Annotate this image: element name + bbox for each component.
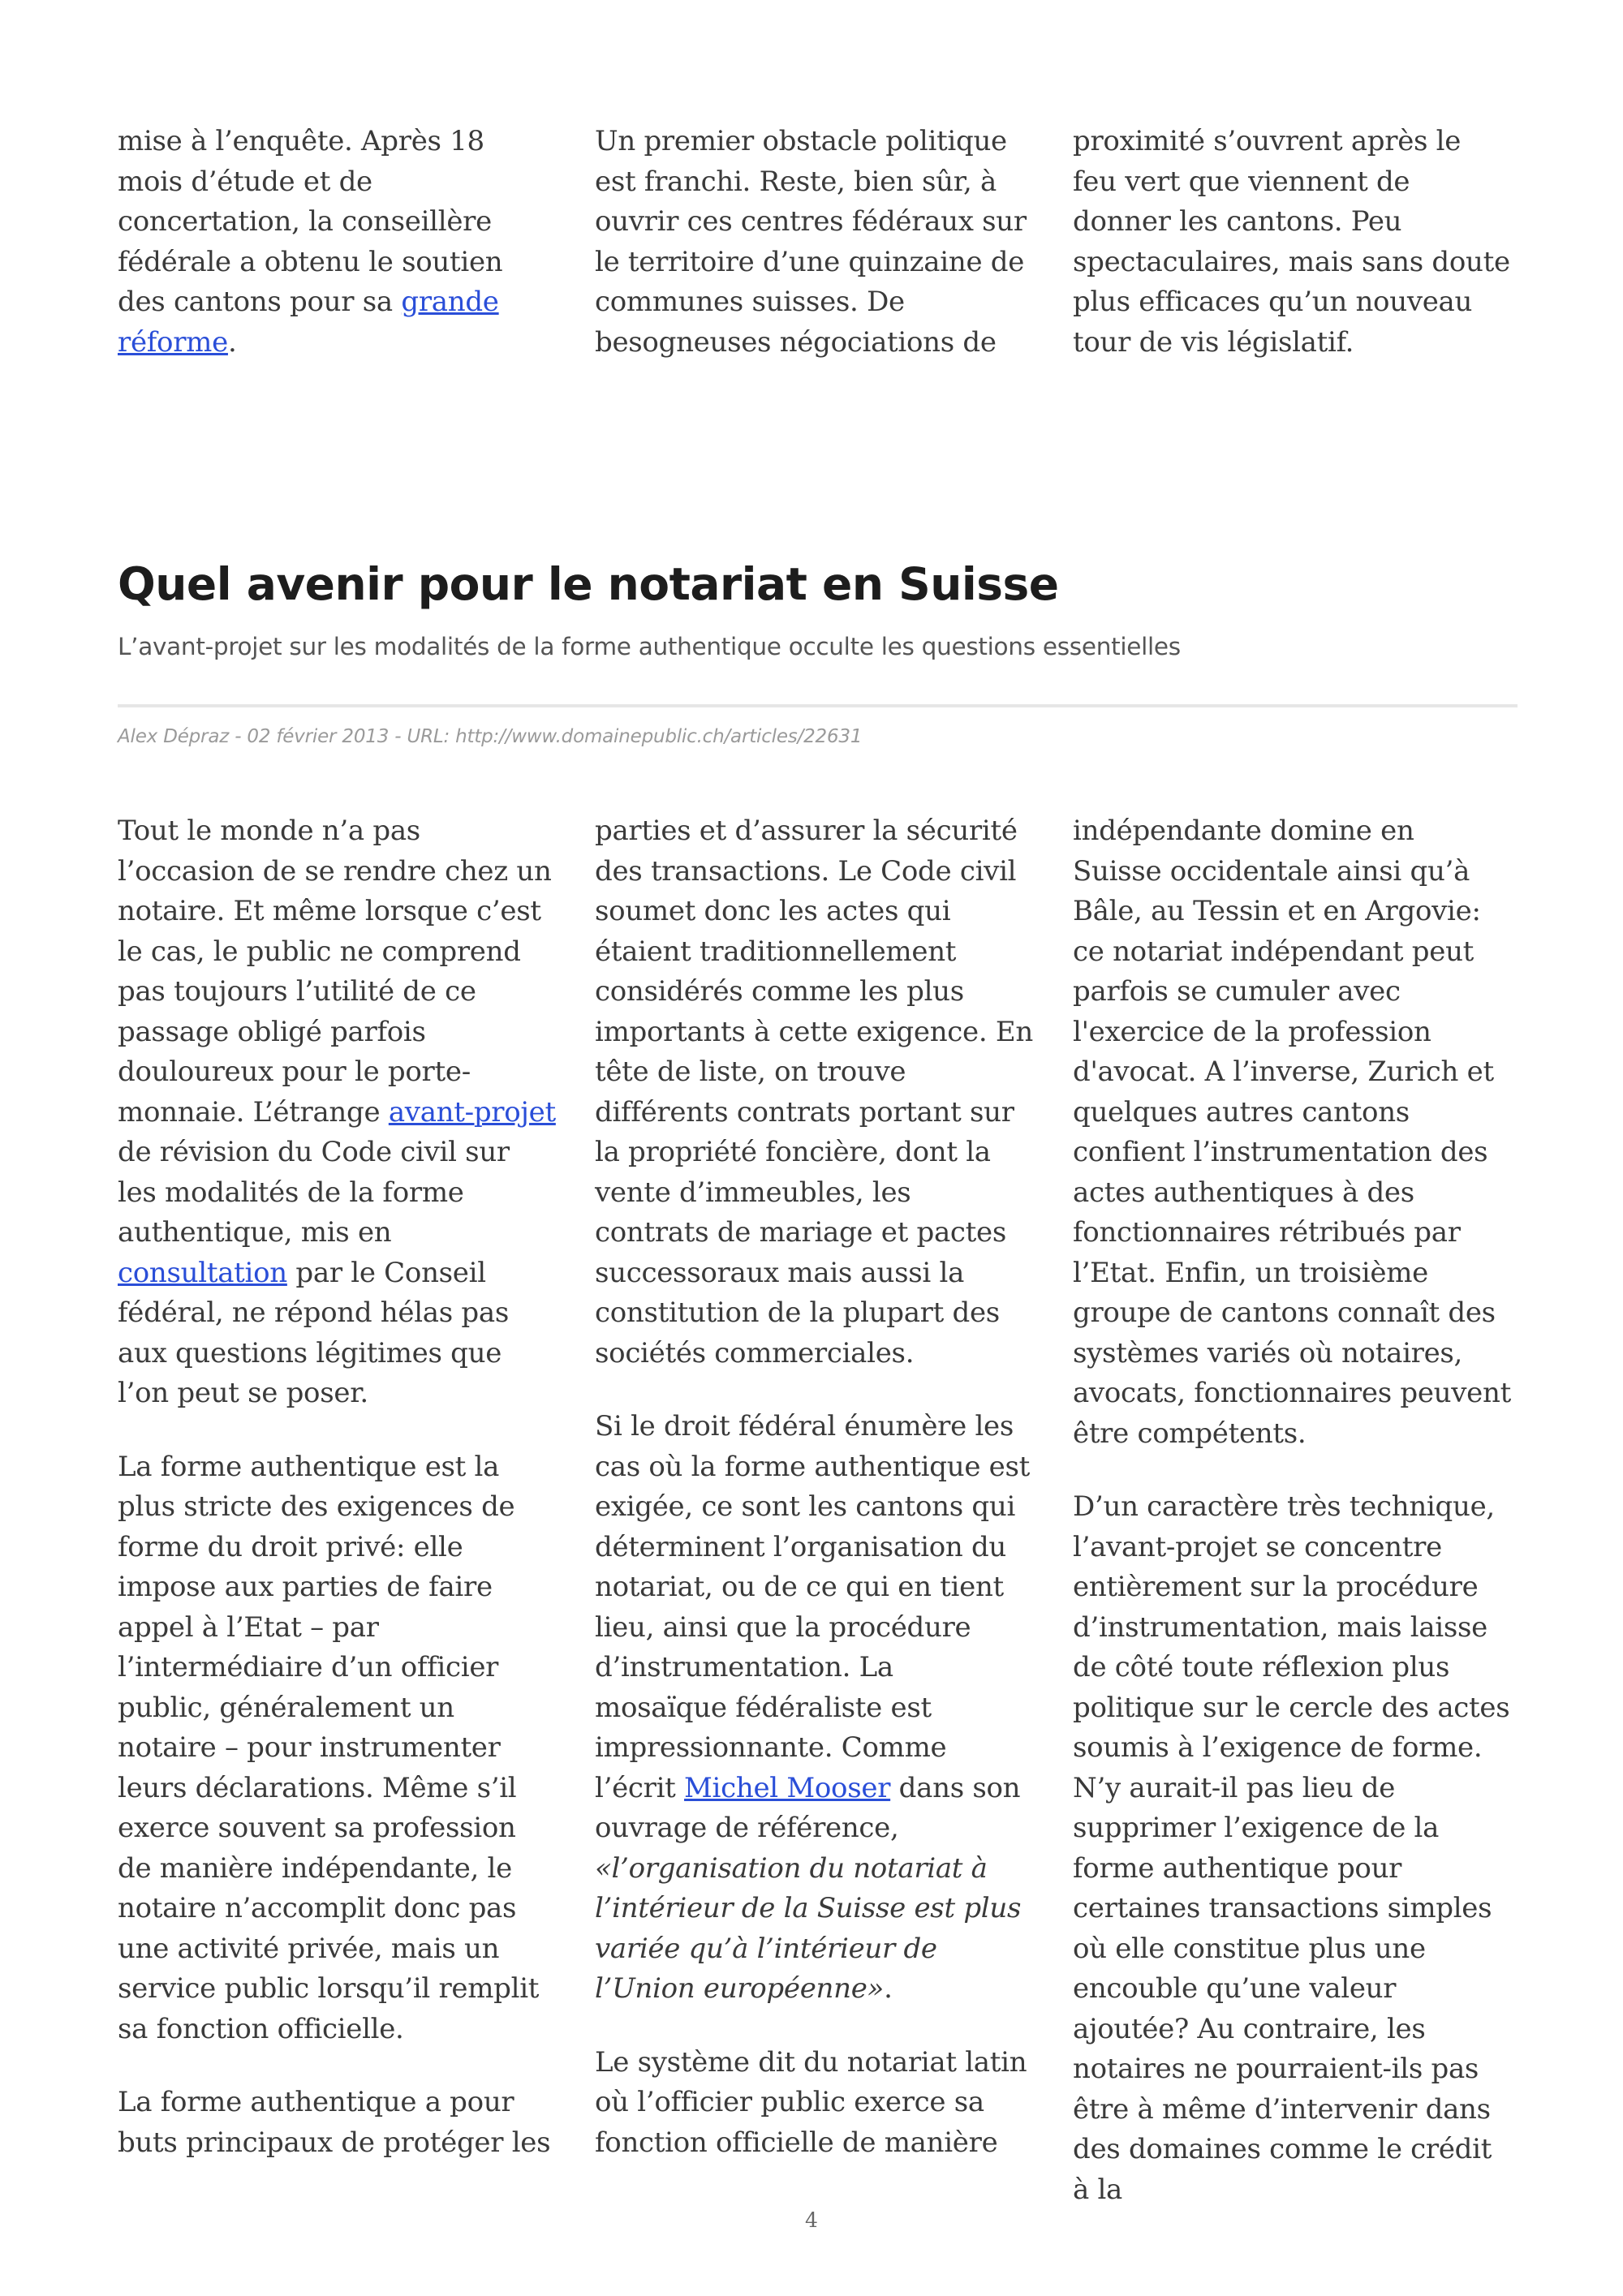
prev-article-paragraph: Un premier obstacle politique est franchi. Reste, bien sûr, à ouvrir ces centres fédéraux sur le territoire d’une quinzaine de communes suisses. De besogneuses négociations de — [595, 125, 1027, 359]
article-paragraph: indépendante domine en Suisse occidentale ainsi qu’à Bâle, au Tessin et en Argovie: ce notariat indépendant peut parfois se cumuler avec l'exercice de la profession d'avocat. A l’inverse, Zurich et quelques autres cantons confient l’instrumentation des actes authentiques à des fonctionnaires rétribués par l’Etat. Enfin, un troisième groupe de cantons connaît des systèmes variés où notaires, avocats, fonctionnaires peuvent être compétents. — [1073, 815, 1511, 1450]
quotation: «l’organisation du notariat à l’intérieur de la Suisse est plus variée qu’à l’intérieur de l’Union européenne» — [595, 1851, 1022, 2005]
article-paragraph: La forme authentique est la plus stricte des exigences de forme du droit privé: elle impose aux parties de faire appel à l’Etat – par l’intermédiaire d’un officier public, généralement un notaire – pour instrumenter leurs déclarations. Même s’il exerce souvent sa profession de manière indépendante, le notaire n’accomplit donc pas une activité privée, mais un service public lorsqu’il remplit sa fonction officielle. — [118, 1450, 540, 2045]
article-column-3 — [1073, 811, 1511, 2210]
consultation-link[interactable]: consultation — [118, 1256, 287, 1289]
prev-article-paragraph: proximité s’ouvrent après le feu vert que viennent de donner les cantons. Peu spectaculaires, mais sans doute plus efficaces qu’un nouveau tour de vis législatif. — [1073, 125, 1510, 359]
header-divider — [118, 704, 1518, 707]
article-meta: Alex Dépraz - 02 février 2013 - URL: http://www.domainepublic.ch/articles/22631 — [118, 726, 863, 747]
prev-article-column-3 — [1073, 122, 1511, 363]
grande-reforme-link[interactable]: grande réforme — [118, 286, 499, 359]
article-column-1 — [118, 811, 556, 2163]
avant-projet-link[interactable]: avant-projet — [388, 1095, 556, 1129]
article-paragraph: La forme authentique a pour buts principaux de protéger les — [118, 2086, 551, 2159]
article-paragraph: Tout le monde n’a pas l’occasion de se rendre chez un notaire. Et même lorsque c’est le cas, le public ne comprend pas toujours l’utilité de ce passage obligé parfois douloureux pour le porte-monnaie. L’étrange avant-projet de révision du Code civil sur les modalités de la forme authentique, mis en consultation par le Conseil fédéral, ne répond hélas pas aux questions légitimes que l’on peut se poser. — [118, 815, 556, 1409]
prev-article-paragraph: mise à l’enquête. Après 18 mois d’étude et de concertation, la conseillère fédérale a obtenu le soutien des cantons pour sa grande réforme. — [118, 125, 503, 359]
article-paragraph: D’un caractère très technique, l’avant-projet se concentre entièrement sur la procédure d’instrumentation, mais laisse de côté toute réflexion plus politique sur le cercle des actes soumis à l’exigence de forme. N’y aurait-il pas lieu de supprimer l’exigence de la forme authentique pour certaines transactions simples où elle constitue plus une encouble qu’une valeur ajoutée? Au contraire, les notaires ne pourraient-ils pas être à même d’intervenir dans des domaines comme le crédit à la — [1073, 1490, 1510, 2206]
michel-mooser-link[interactable]: Michel Mooser — [684, 1771, 891, 1804]
prev-article-column-2 — [595, 122, 1033, 363]
prev-article-column-1 — [118, 122, 556, 363]
article-paragraph: parties et d’assurer la sécurité des transactions. Le Code civil soumet donc les actes qui étaient traditionnellement considérés comme les plus importants à cette exigence. En tête de liste, on trouve différents contrats portant sur la propriété foncière, dont la vente d’immeubles, les contrats de mariage et pactes successoraux mais aussi la constitution de la plupart des sociétés commerciales. — [595, 815, 1033, 1369]
article-paragraph: Si le droit fédéral énumère les cas où la forme authentique est exigée, ce sont les cantons qui déterminent l’organisation du notariat, ou de ce qui en tient lieu, ainsi que la procédure d’instrumentation. La mosaïque fédéraliste est impressionnante. Comme l’écrit Michel Mooser dans son ouvrage de référence, «l’organisation du notariat à l’intérieur de la Suisse est plus variée qu’à l’intérieur de l’Union européenne». — [595, 1410, 1030, 2005]
article-title: Quel avenir pour le notariat en Suisse — [118, 558, 1059, 610]
page-number: 4 — [805, 2208, 818, 2232]
article-column-2 — [595, 811, 1033, 2163]
article-subtitle: L’avant-projet sur les modalités de la forme authentique occulte les questions essentielles — [118, 633, 1181, 660]
article-paragraph: Le système dit du notariat latin où l’officier public exerce sa fonction officielle de manière — [595, 2045, 1027, 2159]
